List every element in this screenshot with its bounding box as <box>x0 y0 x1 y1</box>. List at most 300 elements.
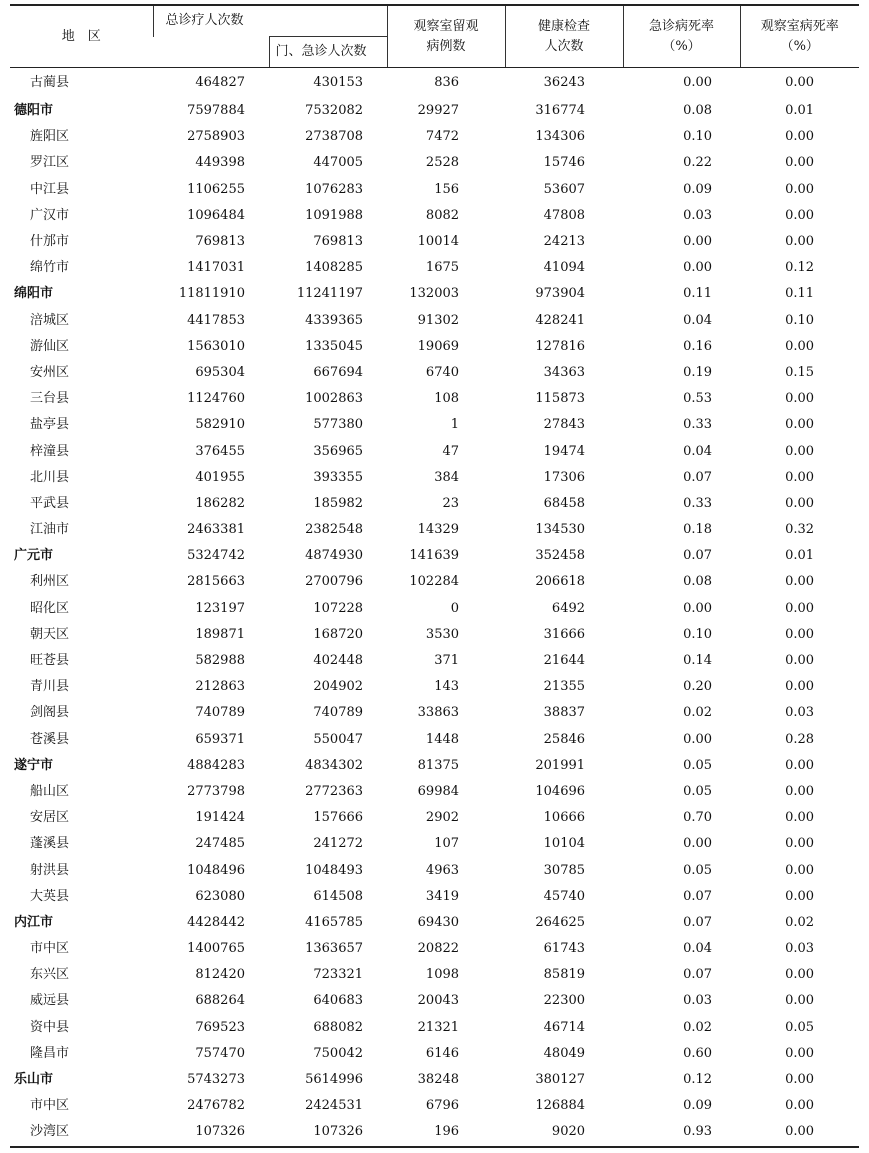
cell-observation-cases: 1098 <box>425 967 460 983</box>
cell-total-visits: 186282 <box>195 495 245 511</box>
cell-er-death-rate: 0.20 <box>683 679 713 695</box>
cell-obs-death-rate: 0.00 <box>785 207 815 223</box>
table-row <box>10 465 859 491</box>
cell-er-death-rate: 0.33 <box>683 495 713 511</box>
cell-total-visits: 7597884 <box>187 103 245 119</box>
cell-observation-cases: 2902 <box>425 810 460 826</box>
city-row <box>10 910 859 936</box>
cell-observation-cases: 371 <box>434 653 460 669</box>
cell-er-death-rate: 0.08 <box>683 103 713 119</box>
cell-obs-death-rate: 0.00 <box>785 993 815 1009</box>
cell-obs-death-rate: 0.10 <box>785 312 815 328</box>
cell-obs-death-rate: 0.00 <box>785 391 815 407</box>
header-observation-cases <box>387 5 505 68</box>
table-row <box>10 334 859 360</box>
cell-obs-death-rate: 0.02 <box>785 914 815 930</box>
cell-observation-cases: 20822 <box>417 941 460 957</box>
cell-total-visits: 376455 <box>195 443 245 459</box>
header-er-death-line1: 急诊病死率 <box>649 18 715 34</box>
cell-obs-death-rate: 0.00 <box>740 1119 859 1146</box>
cell-er-death-rate: 0.07 <box>683 888 713 904</box>
cell-er-death-rate: 0.00 <box>683 234 713 250</box>
cell-health-checks: 25846 <box>543 731 586 747</box>
cell-observation-cases: 108 <box>434 391 460 407</box>
cell-er-death-rate: 0.00 <box>683 836 713 852</box>
cell-total-visits: 4428442 <box>187 914 245 930</box>
cell-outpatient-emergency: 11241197 <box>296 286 364 302</box>
cell-obs-death-rate: 0.00 <box>785 862 815 878</box>
cell-er-death-rate: 0.10 <box>683 626 713 642</box>
cell-observation-cases: 1 <box>450 417 460 433</box>
cell-er-death-rate: 0.22 <box>683 155 713 171</box>
cell-health-checks: 126884 <box>535 1098 586 1114</box>
cell-outpatient-emergency: 1363657 <box>305 941 364 957</box>
cell-er-death-rate: 0.00 <box>683 260 713 276</box>
cell-region: 青川县 <box>30 679 70 695</box>
cell-health-checks: 316774 <box>535 103 586 119</box>
cell-er-death-rate: 0.93 <box>623 1119 740 1146</box>
cell-region: 三台县 <box>30 391 70 407</box>
cell-observation-cases: 132003 <box>409 286 460 302</box>
table-row <box>10 150 859 176</box>
header-total-spacer <box>153 37 269 68</box>
cell-region: 江油市 <box>30 522 70 538</box>
cell-region: 遂宁市 <box>14 757 54 773</box>
cell-outpatient-emergency: 740789 <box>313 705 364 721</box>
cell-outpatient-emergency: 4339365 <box>305 312 364 328</box>
table-row <box>10 517 859 543</box>
cell-er-death-rate: 0.04 <box>683 312 713 328</box>
cell-outpatient-emergency: 7532082 <box>305 103 364 119</box>
cell-observation-cases: 20043 <box>417 993 460 1009</box>
table-body <box>10 68 859 1147</box>
cell-outpatient-emergency: 688082 <box>313 1019 364 1035</box>
header-obs-death-line2: （%） <box>780 38 819 54</box>
cell-total-visits: 5743273 <box>187 1072 245 1088</box>
cell-health-checks: 15746 <box>543 155 586 171</box>
table-row <box>10 1041 859 1067</box>
table-row <box>10 229 859 255</box>
cell-health-checks: 973904 <box>535 286 586 302</box>
city-row <box>10 1067 859 1093</box>
cell-region: 涪城区 <box>30 312 70 328</box>
cell-outpatient-emergency: 157666 <box>313 810 364 826</box>
table-row <box>10 203 859 229</box>
cell-region: 威远县 <box>30 993 70 1009</box>
cell-observation-cases: 33863 <box>417 705 460 721</box>
cell-outpatient-emergency: 168720 <box>313 626 364 642</box>
table-row <box>10 255 859 281</box>
cell-er-death-rate: 0.04 <box>683 443 713 459</box>
cell-obs-death-rate: 0.00 <box>785 1072 815 1088</box>
table-row <box>10 1119 859 1146</box>
cell-observation-cases: 0 <box>450 600 460 616</box>
cell-obs-death-rate: 0.00 <box>785 417 815 433</box>
cell-er-death-rate: 0.14 <box>683 653 713 669</box>
cell-total-visits: 1048496 <box>187 862 245 878</box>
cell-outpatient-emergency: 447005 <box>313 155 364 171</box>
cell-outpatient-emergency: 1002863 <box>305 391 364 407</box>
cell-region: 沙湾区 <box>10 1119 153 1146</box>
cell-region: 隆昌市 <box>30 1045 70 1061</box>
cell-observation-cases: 81375 <box>417 757 460 773</box>
cell-outpatient-emergency: 2700796 <box>305 574 364 590</box>
city-row <box>10 98 859 124</box>
cell-obs-death-rate: 0.00 <box>785 338 815 354</box>
cell-health-checks: 22300 <box>543 993 586 1009</box>
cell-obs-death-rate: 0.00 <box>785 1098 815 1114</box>
table-row <box>10 779 859 805</box>
cell-outpatient-emergency: 1076283 <box>305 181 364 197</box>
cell-obs-death-rate: 0.00 <box>785 653 815 669</box>
header-health-check-line2: 人次数 <box>544 38 584 54</box>
cell-health-checks: 134306 <box>535 129 586 145</box>
cell-obs-death-rate: 0.00 <box>785 783 815 799</box>
cell-total-visits: 1563010 <box>187 338 245 354</box>
cell-region: 德阳市 <box>14 103 54 119</box>
cell-total-visits: 659371 <box>195 731 245 747</box>
cell-observation-cases: 1448 <box>425 731 460 747</box>
cell-total-visits: 449398 <box>195 155 245 171</box>
city-row <box>10 753 859 779</box>
table-row <box>10 412 859 438</box>
cell-region: 古蔺县 <box>30 75 70 90</box>
cell-region: 内江市 <box>14 914 54 930</box>
cell-outpatient-emergency: 1091988 <box>305 207 364 223</box>
cell-total-visits: 740789 <box>195 705 245 721</box>
cell-obs-death-rate: 0.28 <box>785 731 815 747</box>
cell-observation-cases: 7472 <box>425 129 460 145</box>
cell-outpatient-emergency: 550047 <box>313 731 364 747</box>
cell-health-checks: 68458 <box>543 495 586 511</box>
cell-region: 市中区 <box>30 1098 70 1114</box>
cell-observation-cases: 6796 <box>425 1098 460 1114</box>
table-header <box>10 5 859 68</box>
cell-er-death-rate: 0.12 <box>683 1072 713 1088</box>
table-row <box>10 491 859 517</box>
table-row <box>10 936 859 962</box>
cell-health-checks: 6492 <box>551 600 586 616</box>
cell-er-death-rate: 0.09 <box>683 181 713 197</box>
cell-region: 广汉市 <box>30 207 70 223</box>
cell-region: 东兴区 <box>30 967 70 983</box>
cell-observation-cases: 6740 <box>425 364 460 380</box>
header-er-death-line2: （%） <box>662 38 701 54</box>
cell-region: 北川县 <box>30 469 70 485</box>
cell-total-visits: 2758903 <box>187 129 245 145</box>
cell-region: 资中县 <box>30 1019 70 1035</box>
cell-health-checks: 45740 <box>543 888 586 904</box>
cell-total-visits: 401955 <box>195 469 245 485</box>
cell-observation-cases: 23 <box>442 495 460 511</box>
city-row <box>10 281 859 307</box>
cell-total-visits: 464827 <box>195 75 245 90</box>
cell-health-checks: 201991 <box>535 757 586 773</box>
cell-observation-cases: 10014 <box>417 234 460 250</box>
cell-er-death-rate: 0.11 <box>683 286 713 302</box>
cell-er-death-rate: 0.04 <box>683 941 713 957</box>
cell-er-death-rate: 0.07 <box>683 967 713 983</box>
cell-outpatient-emergency: 2382548 <box>305 522 364 538</box>
cell-outpatient-emergency: 402448 <box>313 653 364 669</box>
cell-health-checks: 53607 <box>543 181 586 197</box>
table-row <box>10 360 859 386</box>
cell-outpatient-emergency: 750042 <box>313 1045 364 1061</box>
cell-region: 射洪县 <box>30 862 70 878</box>
cell-health-checks: 134530 <box>535 522 586 538</box>
cell-outpatient-emergency: 2738708 <box>305 129 364 145</box>
cell-er-death-rate: 0.05 <box>683 862 713 878</box>
cell-observation-cases: 384 <box>434 469 460 485</box>
cell-outpatient-emergency: 107326 <box>269 1119 387 1146</box>
table-row <box>10 1093 859 1119</box>
cell-total-visits: 212863 <box>195 679 245 695</box>
cell-total-visits: 582988 <box>195 653 245 669</box>
cell-obs-death-rate: 0.00 <box>785 443 815 459</box>
table-row <box>10 1015 859 1041</box>
cell-region: 中江县 <box>30 181 70 197</box>
cell-region: 乐山市 <box>14 1072 54 1088</box>
cell-observation-cases: 21321 <box>417 1019 460 1035</box>
cell-outpatient-emergency: 1335045 <box>305 338 364 354</box>
header-total-visits: 总诊疗人次数 <box>153 5 387 37</box>
cell-observation-cases: 3530 <box>425 626 460 642</box>
cell-total-visits: 11811910 <box>178 286 245 302</box>
cell-region: 游仙区 <box>30 338 70 354</box>
cell-total-visits: 1096484 <box>187 207 245 223</box>
table-row <box>10 622 859 648</box>
cell-health-checks: 19474 <box>543 443 586 459</box>
cell-observation-cases: 1675 <box>425 260 460 276</box>
cell-total-visits: 2773798 <box>187 783 245 799</box>
cell-obs-death-rate: 0.00 <box>785 1045 815 1061</box>
cell-region: 大英县 <box>30 888 70 904</box>
cell-region: 广元市 <box>14 548 54 564</box>
cell-region: 什邡市 <box>30 234 70 250</box>
cell-obs-death-rate: 0.00 <box>785 836 815 852</box>
cell-observation-cases: 102284 <box>409 574 460 590</box>
cell-outpatient-emergency: 5614996 <box>305 1072 364 1088</box>
cell-er-death-rate: 0.05 <box>683 783 713 799</box>
cell-health-checks: 206618 <box>535 574 586 590</box>
city-row <box>10 543 859 569</box>
table-row <box>10 674 859 700</box>
cell-total-visits: 123197 <box>195 600 245 616</box>
cell-health-checks: 48049 <box>543 1045 586 1061</box>
cell-total-visits: 247485 <box>195 836 245 852</box>
medical-service-table <box>10 4 859 1148</box>
cell-total-visits: 688264 <box>195 993 245 1009</box>
cell-outpatient-emergency: 2424531 <box>305 1098 364 1114</box>
cell-obs-death-rate: 0.00 <box>785 129 815 145</box>
header-outpatient-emergency: 门、急诊人次数 <box>269 37 387 68</box>
cell-er-death-rate: 0.00 <box>683 731 713 747</box>
cell-er-death-rate: 0.07 <box>683 914 713 930</box>
cell-outpatient-emergency: 769813 <box>313 234 364 250</box>
table-row <box>10 177 859 203</box>
cell-health-checks: 46714 <box>543 1019 586 1035</box>
cell-observation-cases: 19069 <box>417 338 460 354</box>
cell-er-death-rate: 0.16 <box>683 338 713 354</box>
cell-observation-cases: 91302 <box>417 312 460 328</box>
cell-observation-cases: 69984 <box>417 783 460 799</box>
cell-region: 安居区 <box>30 810 70 826</box>
table-row <box>10 596 859 622</box>
cell-region: 绵阳市 <box>14 286 54 302</box>
cell-er-death-rate: 0.19 <box>683 364 713 380</box>
cell-region: 安州区 <box>30 364 70 380</box>
cell-er-death-rate: 0.18 <box>683 522 713 538</box>
cell-total-visits: 757470 <box>195 1045 245 1061</box>
cell-obs-death-rate: 0.00 <box>785 679 815 695</box>
cell-observation-cases: 3419 <box>425 888 460 904</box>
cell-health-checks: 47808 <box>543 207 586 223</box>
cell-obs-death-rate: 0.00 <box>785 469 815 485</box>
cell-obs-death-rate: 0.00 <box>785 75 815 90</box>
cell-total-visits: 191424 <box>195 810 245 826</box>
cell-observation-cases: 2528 <box>425 155 460 171</box>
cell-observation-cases: 6146 <box>425 1045 460 1061</box>
header-health-checks <box>505 5 623 68</box>
cell-er-death-rate: 0.02 <box>683 705 713 721</box>
cell-health-checks: 127816 <box>535 338 586 354</box>
cell-region: 苍溪县 <box>30 731 70 747</box>
cell-obs-death-rate: 0.32 <box>785 522 815 538</box>
cell-region: 船山区 <box>30 783 70 799</box>
cell-total-visits: 1400765 <box>187 941 245 957</box>
cell-total-visits: 582910 <box>195 417 245 433</box>
header-obs-death-line1: 观察室病死率 <box>760 18 839 34</box>
header-health-check-line1: 健康检查 <box>538 18 591 34</box>
table-row <box>10 727 859 753</box>
cell-health-checks: 21644 <box>543 653 586 669</box>
cell-er-death-rate: 0.05 <box>683 757 713 773</box>
cell-outpatient-emergency: 4834302 <box>305 757 364 773</box>
cell-outpatient-emergency: 393355 <box>313 469 364 485</box>
cell-obs-death-rate: 0.00 <box>785 600 815 616</box>
cell-observation-cases: 836 <box>434 75 460 90</box>
cell-outpatient-emergency: 640683 <box>313 993 364 1009</box>
header-er-death-rate <box>623 5 740 68</box>
cell-total-visits: 1124760 <box>187 391 245 407</box>
cell-er-death-rate: 0.07 <box>683 469 713 485</box>
cell-total-visits: 623080 <box>195 888 245 904</box>
cell-er-death-rate: 0.00 <box>683 75 713 90</box>
header-observation-line2: 病例数 <box>426 38 466 54</box>
cell-outpatient-emergency: 723321 <box>313 967 364 983</box>
cell-obs-death-rate: 0.00 <box>785 574 815 590</box>
cell-outpatient-emergency: 4165785 <box>305 914 364 930</box>
cell-region: 朝天区 <box>30 626 70 642</box>
cell-total-visits: 2815663 <box>187 574 245 590</box>
cell-health-checks: 34363 <box>543 364 586 380</box>
cell-region: 利州区 <box>30 574 70 590</box>
cell-region: 盐亭县 <box>30 417 70 433</box>
cell-health-checks: 38837 <box>543 705 586 721</box>
cell-total-visits: 769523 <box>195 1019 245 1035</box>
cell-health-checks: 27843 <box>543 417 586 433</box>
cell-outpatient-emergency: 1408285 <box>305 260 364 276</box>
cell-outpatient-emergency: 577380 <box>313 417 364 433</box>
cell-total-visits: 5324742 <box>187 548 245 564</box>
cell-observation-cases: 141639 <box>409 548 460 564</box>
cell-health-checks: 380127 <box>535 1072 586 1088</box>
cell-obs-death-rate: 0.00 <box>785 155 815 171</box>
cell-total-visits: 695304 <box>195 364 245 380</box>
cell-health-checks: 24213 <box>543 234 586 250</box>
cell-health-checks: 61743 <box>543 941 586 957</box>
cell-total-visits: 4417853 <box>187 312 245 328</box>
cell-observation-cases: 4963 <box>425 862 460 878</box>
cell-outpatient-emergency: 4874930 <box>305 548 364 564</box>
table-row <box>10 988 859 1014</box>
cell-obs-death-rate: 0.00 <box>785 967 815 983</box>
cell-obs-death-rate: 0.00 <box>785 234 815 250</box>
cell-region: 平武县 <box>30 495 70 511</box>
cell-outpatient-emergency: 430153 <box>313 75 364 90</box>
cell-er-death-rate: 0.33 <box>683 417 713 433</box>
cell-observation-cases: 69430 <box>417 914 460 930</box>
cell-er-death-rate: 0.08 <box>683 574 713 590</box>
cell-observation-cases: 107 <box>434 836 460 852</box>
cell-health-checks: 36243 <box>543 75 586 90</box>
cell-health-checks: 41094 <box>543 260 586 276</box>
table-row <box>10 884 859 910</box>
cell-outpatient-emergency: 1048493 <box>305 862 364 878</box>
cell-er-death-rate: 0.07 <box>683 548 713 564</box>
cell-health-checks: 85819 <box>543 967 586 983</box>
cell-obs-death-rate: 0.12 <box>785 260 815 276</box>
cell-er-death-rate: 0.02 <box>683 1019 713 1035</box>
cell-obs-death-rate: 0.00 <box>785 810 815 826</box>
cell-er-death-rate: 0.03 <box>683 993 713 1009</box>
table-row <box>10 386 859 412</box>
header-region: 地 区 <box>10 5 153 68</box>
table-row <box>10 962 859 988</box>
cell-obs-death-rate: 0.03 <box>785 705 815 721</box>
cell-observation-cases: 38248 <box>417 1072 460 1088</box>
cell-region: 梓潼县 <box>30 443 70 459</box>
table-row <box>10 805 859 831</box>
cell-outpatient-emergency: 667694 <box>313 364 364 380</box>
cell-total-visits: 1106255 <box>187 181 245 197</box>
cell-health-checks: 30785 <box>543 862 586 878</box>
cell-total-visits: 189871 <box>195 626 245 642</box>
cell-region: 旺苍县 <box>30 653 70 669</box>
cell-outpatient-emergency: 204902 <box>313 679 364 695</box>
cell-health-checks: 428241 <box>535 312 586 328</box>
cell-observation-cases: 143 <box>434 679 460 695</box>
cell-health-checks: 21355 <box>543 679 586 695</box>
cell-er-death-rate: 0.00 <box>683 600 713 616</box>
cell-health-checks: 17306 <box>543 469 586 485</box>
cell-obs-death-rate: 0.15 <box>785 364 815 380</box>
statistics-table-page <box>10 4 859 1148</box>
cell-health-checks: 9020 <box>505 1119 623 1146</box>
cell-obs-death-rate: 0.01 <box>785 548 815 564</box>
cell-total-visits: 4884283 <box>187 757 245 773</box>
cell-obs-death-rate: 0.03 <box>785 941 815 957</box>
cell-region: 绵竹市 <box>30 260 70 276</box>
cell-health-checks: 31666 <box>543 626 586 642</box>
cell-outpatient-emergency: 107228 <box>313 600 364 616</box>
cell-obs-death-rate: 0.00 <box>785 888 815 904</box>
cell-health-checks: 264625 <box>535 914 586 930</box>
cell-obs-death-rate: 0.00 <box>785 181 815 197</box>
cell-outpatient-emergency: 241272 <box>313 836 364 852</box>
cell-er-death-rate: 0.03 <box>683 207 713 223</box>
cell-health-checks: 10666 <box>543 810 586 826</box>
